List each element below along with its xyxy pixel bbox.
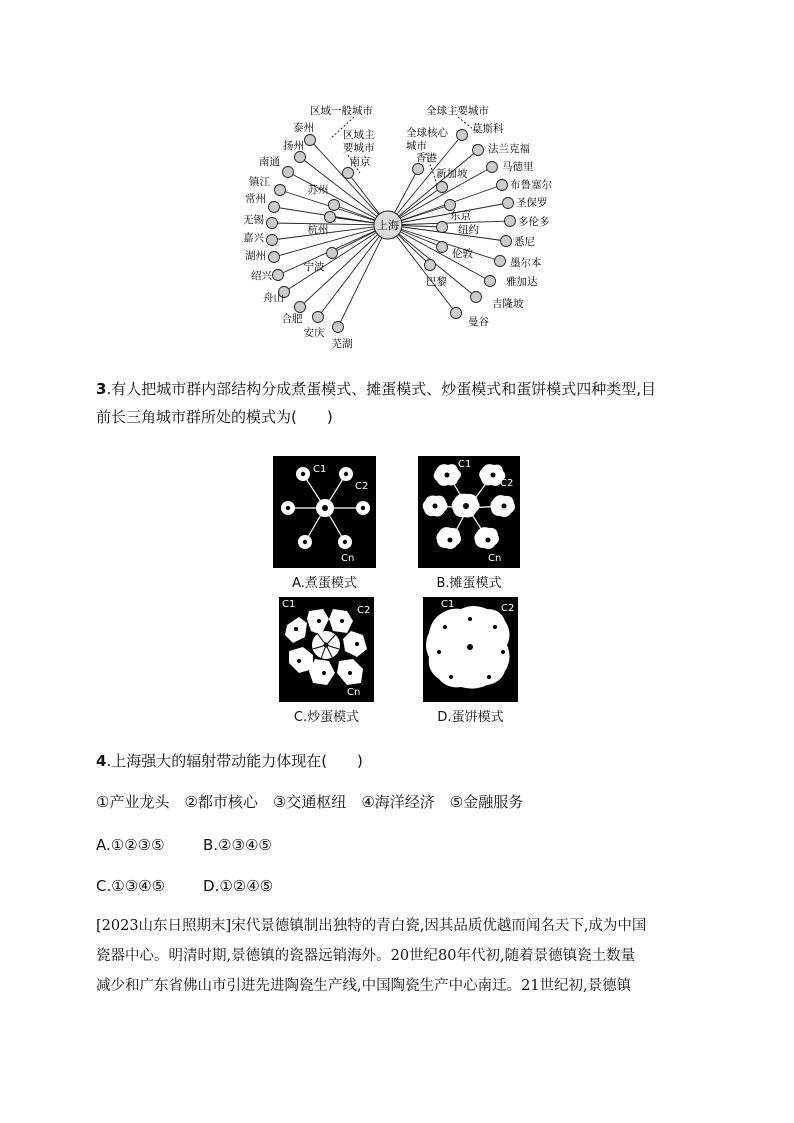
node-left-inner-0 xyxy=(343,168,354,179)
node-right-inner-4 xyxy=(437,242,448,253)
node-left-outer-6 xyxy=(267,235,278,246)
question-3-line-2: 前长三角城市群所处的模式为( ) xyxy=(96,408,333,426)
question-4-number: 4 xyxy=(96,752,107,770)
link-right-outer-10 xyxy=(388,225,456,313)
node-right-inner-0 xyxy=(413,164,424,175)
pattern-a-boiled-egg xyxy=(273,456,376,568)
label-right-inner-2: 东京 xyxy=(450,210,471,222)
label-left-outer-12: 芜湖 xyxy=(331,338,353,350)
label-left-outer-1: 扬州 xyxy=(283,140,304,152)
label-left-outer-2: 南通 xyxy=(259,156,280,168)
label-right-inner-5: 巴黎 xyxy=(426,276,447,288)
node-right-outer-3 xyxy=(497,180,508,191)
node-left-outer-8 xyxy=(273,270,284,281)
label-right-inner-4: 伦敦 xyxy=(452,248,473,260)
label-right-outer-8: 雅加达 xyxy=(506,276,538,288)
label-regional-general: 区域一般城市 xyxy=(310,105,373,117)
question-3-line-1 xyxy=(96,376,656,402)
node-right-outer-0 xyxy=(457,130,468,141)
label-right-inner-3: 纽约 xyxy=(458,224,479,236)
node-left-outer-11 xyxy=(313,312,324,323)
pattern-c-c2: C2 xyxy=(357,605,371,616)
passage-line-3: 减少和广东省佛山市引进先进陶瓷生产线,中国陶瓷生产中心南迁。21世纪初,景德镇 xyxy=(96,978,632,994)
node-right-outer-1 xyxy=(473,145,484,156)
label-left-outer-11: 安庆 xyxy=(303,327,325,339)
label-left-inner-1: 苏州 xyxy=(307,184,329,196)
label-right-outer-1: 法兰克福 xyxy=(488,143,530,155)
node-right-inner-5 xyxy=(425,260,436,271)
label-left-inner-3: 宁波 xyxy=(303,261,325,273)
label-left-outer-10: 合肥 xyxy=(281,313,303,325)
pattern-d-egg-pancake xyxy=(423,597,518,702)
question-4-items: ①产业龙头 ②都市核心 ③交通枢纽 ④海洋经济 ⑤金融服务 xyxy=(96,793,524,811)
link-left-outer-5 xyxy=(272,223,388,225)
label-left-outer-0: 泰州 xyxy=(293,122,314,134)
label-right-outer-0: 莫斯科 xyxy=(472,123,504,135)
node-left-outer-7 xyxy=(269,252,280,263)
pattern-c-cn: Cn xyxy=(347,687,361,698)
label-regional-major-1: 区域主 xyxy=(343,129,375,141)
node-right-outer-4 xyxy=(503,198,514,209)
question-3-text-1: .有人把城市群内部结构分成煮蛋模式、摊蛋模式、炒蛋模式和蛋饼模式四种类型,目 xyxy=(106,380,656,398)
question-4-stem xyxy=(96,748,363,774)
question-4-option-b[interactable]: B.②③④⑤ xyxy=(203,836,272,854)
node-left-outer-3 xyxy=(275,185,286,196)
label-left-outer-9: 舟山 xyxy=(263,292,284,304)
pattern-a-panel xyxy=(273,456,376,568)
pattern-d-caption: D.蛋饼模式 xyxy=(437,710,504,725)
node-right-outer-9 xyxy=(471,292,482,303)
pattern-d-panel xyxy=(423,597,518,702)
link-left-outer-11 xyxy=(318,225,388,317)
node-right-outer-7 xyxy=(495,256,506,267)
node-left-outer-2 xyxy=(283,167,294,178)
label-left-inner-2: 杭州 xyxy=(307,224,329,236)
label-left-outer-4: 常州 xyxy=(245,193,266,205)
label-right-inner-1: 新加坡 xyxy=(436,168,468,180)
pattern-a-caption: A.煮蛋模式 xyxy=(292,576,357,591)
pattern-a-c2: C2 xyxy=(355,481,369,492)
label-global-core-1: 全球核心 xyxy=(406,127,448,139)
question-4-option-d[interactable]: D.①②④⑤ xyxy=(203,877,274,895)
passage-line-1: [2023山东日照期末]宋代景德镇制出独特的青白瓷,因其品质优越而闻名天下,成为中国 xyxy=(96,918,647,934)
label-left-outer-7: 湖州 xyxy=(245,250,266,262)
node-left-outer-10 xyxy=(295,302,306,313)
pattern-c-c1: C1 xyxy=(282,599,296,610)
question-4-option-a[interactable]: A.①②③⑤ xyxy=(96,836,165,854)
pattern-b-caption: B.摊蛋模式 xyxy=(436,576,502,591)
label-left-inner-0: 南京 xyxy=(349,156,371,168)
node-right-outer-10 xyxy=(451,308,462,319)
label-global-major: 全球主要城市 xyxy=(426,105,489,117)
label-left-outer-5: 无锡 xyxy=(243,214,264,226)
node-right-inner-2 xyxy=(445,200,456,211)
pattern-c-panel xyxy=(279,597,374,702)
node-left-outer-5 xyxy=(267,218,278,229)
pattern-b-fried-egg xyxy=(418,456,520,568)
node-right-inner-1 xyxy=(437,182,448,193)
label-right-outer-2: 马德里 xyxy=(502,161,534,173)
node-left-outer-1 xyxy=(295,152,306,163)
link-left-outer-12 xyxy=(338,225,388,327)
label-right-outer-9: 吉隆坡 xyxy=(492,298,524,310)
node-left-inner-1 xyxy=(329,200,340,211)
node-left-outer-4 xyxy=(269,202,280,213)
label-left-outer-8: 绍兴 xyxy=(251,270,272,282)
pattern-b-c2: C2 xyxy=(500,478,514,489)
pattern-a-cn: Cn xyxy=(341,553,355,564)
shanghai-network-diagram xyxy=(230,95,590,360)
node-left-outer-0 xyxy=(305,135,316,146)
pattern-d-c2: C2 xyxy=(501,603,515,614)
node-right-outer-8 xyxy=(485,276,496,287)
center-label: 上海 xyxy=(377,219,399,232)
label-right-outer-4: 圣保罗 xyxy=(516,197,548,209)
node-right-outer-5 xyxy=(505,216,516,227)
label-left-outer-3: 镇江 xyxy=(249,176,270,188)
node-right-inner-3 xyxy=(437,222,448,233)
pattern-a-c1: C1 xyxy=(313,464,327,475)
pattern-b-c1: C1 xyxy=(458,459,472,470)
pattern-c-scrambled-egg xyxy=(279,597,374,702)
pattern-d-cn: Cn xyxy=(489,687,503,698)
label-right-outer-10: 曼谷 xyxy=(468,316,489,328)
question-4-option-c[interactable]: C.①③④⑤ xyxy=(96,877,166,895)
node-left-inner-3 xyxy=(327,248,338,259)
node-right-outer-2 xyxy=(487,162,498,173)
label-right-outer-5: 多伦多 xyxy=(518,216,550,228)
link-left-outer-9 xyxy=(284,225,388,292)
node-right-outer-6 xyxy=(501,236,512,247)
label-left-outer-6: 嘉兴 xyxy=(243,232,264,244)
pattern-b-cn: Cn xyxy=(488,553,502,564)
pattern-b-panel xyxy=(418,456,520,568)
question-3-number: 3 xyxy=(96,380,107,398)
node-left-inner-2 xyxy=(325,212,336,223)
question-4-text: .上海强大的辐射带动能力体现在( ) xyxy=(106,752,363,770)
label-global-core-2: 城市 xyxy=(406,140,427,152)
label-right-outer-6: 悉尼 xyxy=(514,236,535,248)
passage-line-2: 瓷器中心。明清时期,景德镇的瓷器远销海外。20世纪80年代初,随着景德镇瓷土数量 xyxy=(96,948,636,964)
label-regional-major-2: 要城市 xyxy=(343,142,375,154)
label-right-outer-7: 墨尔本 xyxy=(510,257,542,269)
node-left-outer-12 xyxy=(333,322,344,333)
pattern-c-caption: C.炒蛋模式 xyxy=(293,710,360,725)
pattern-d-c1: C1 xyxy=(441,599,455,610)
label-right-inner-0: 香港 xyxy=(416,152,437,164)
label-right-outer-3: 布鲁塞尔 xyxy=(510,179,552,191)
